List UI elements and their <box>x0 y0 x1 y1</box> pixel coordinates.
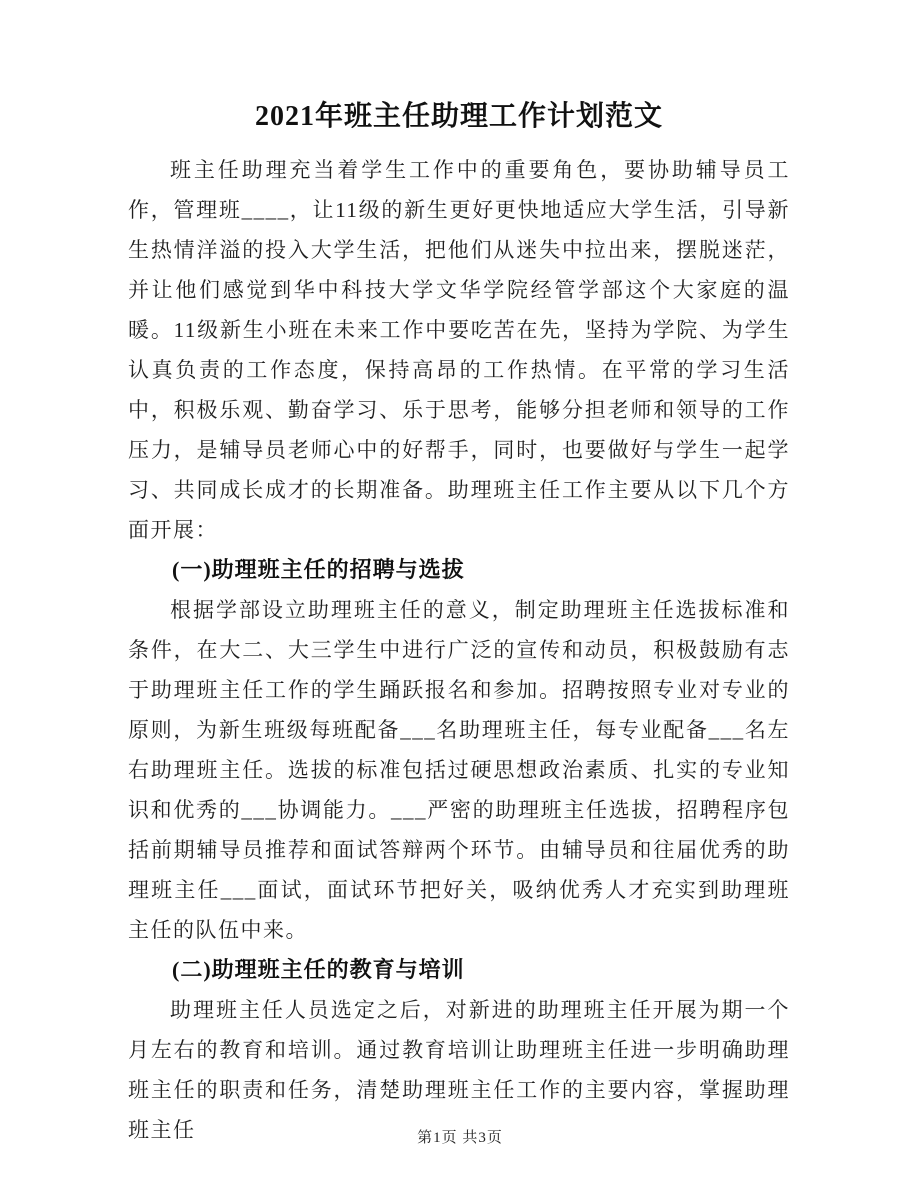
paragraph-recruitment: 根据学部设立助理班主任的意义，制定助理班主任选拔标准和条件，在大二、大三学生中进行广泛的宣传和动员，积极鼓励有志于助理班主任工作的学生踊跃报名和参加。招聘按照专业对专业的原则，为新生班级每班配备___名助理班主任，每专业配备___名左右助理班主任。选拔的标准包括过硬思想政治素质、扎实的专业知识和优秀的___协调能力。___严密的助理班主任选拔，招聘程序包括前期辅导员推荐和面试答辩两个环节。由辅导员和往届优秀的助理班主任___面试，面试环节把好关，吸纳优秀人才充实到助理班主任的队伍中来。 <box>128 598 790 942</box>
section-heading-training: (二)助理班主任的教育与培训 <box>172 957 465 982</box>
paragraph-training: 助理班主任人员选定之后，对新进的助理班主任开展为期一个月左右的教育和培训。通过教育培训让助理班主任进一步明确助理班主任的职责和任务，清楚助理班主任工作的主要内容，掌握助理班主任 <box>128 998 790 1142</box>
document-title: 2021年班主任助理工作计划范文 <box>254 101 663 132</box>
page-footer <box>0 1126 920 1147</box>
page-number: 第1页 共3页 <box>417 1130 503 1146</box>
section-heading-recruitment: (一)助理班主任的招聘与选拔 <box>172 557 465 582</box>
paragraph-intro: 班主任助理充当着学生工作中的重要角色，要协助辅导员工作，管理班____，让11级的新生更好更快地适应大学生活，引导新生热情洋溢的投入大学生活，把他们从迷失中拉出来，摆脱迷茫，并让他们感觉到华中科技大学文华学院经管学部这个大家庭的温暖。11级新生小班在未来工作中要吃苦在先，坚持为学院、为学生认真负责的工作态度，保持高昂的工作热情。在平常的学习生活中，积极乐观、勤奋学习、乐于思考，能够分担老师和领导的工作压力，是辅导员老师心中的好帮手，同时，也要做好与学生一起学习、共同成长成才的长期准备。助理班主任工作主要从以下几个方面开展： <box>128 158 790 542</box>
